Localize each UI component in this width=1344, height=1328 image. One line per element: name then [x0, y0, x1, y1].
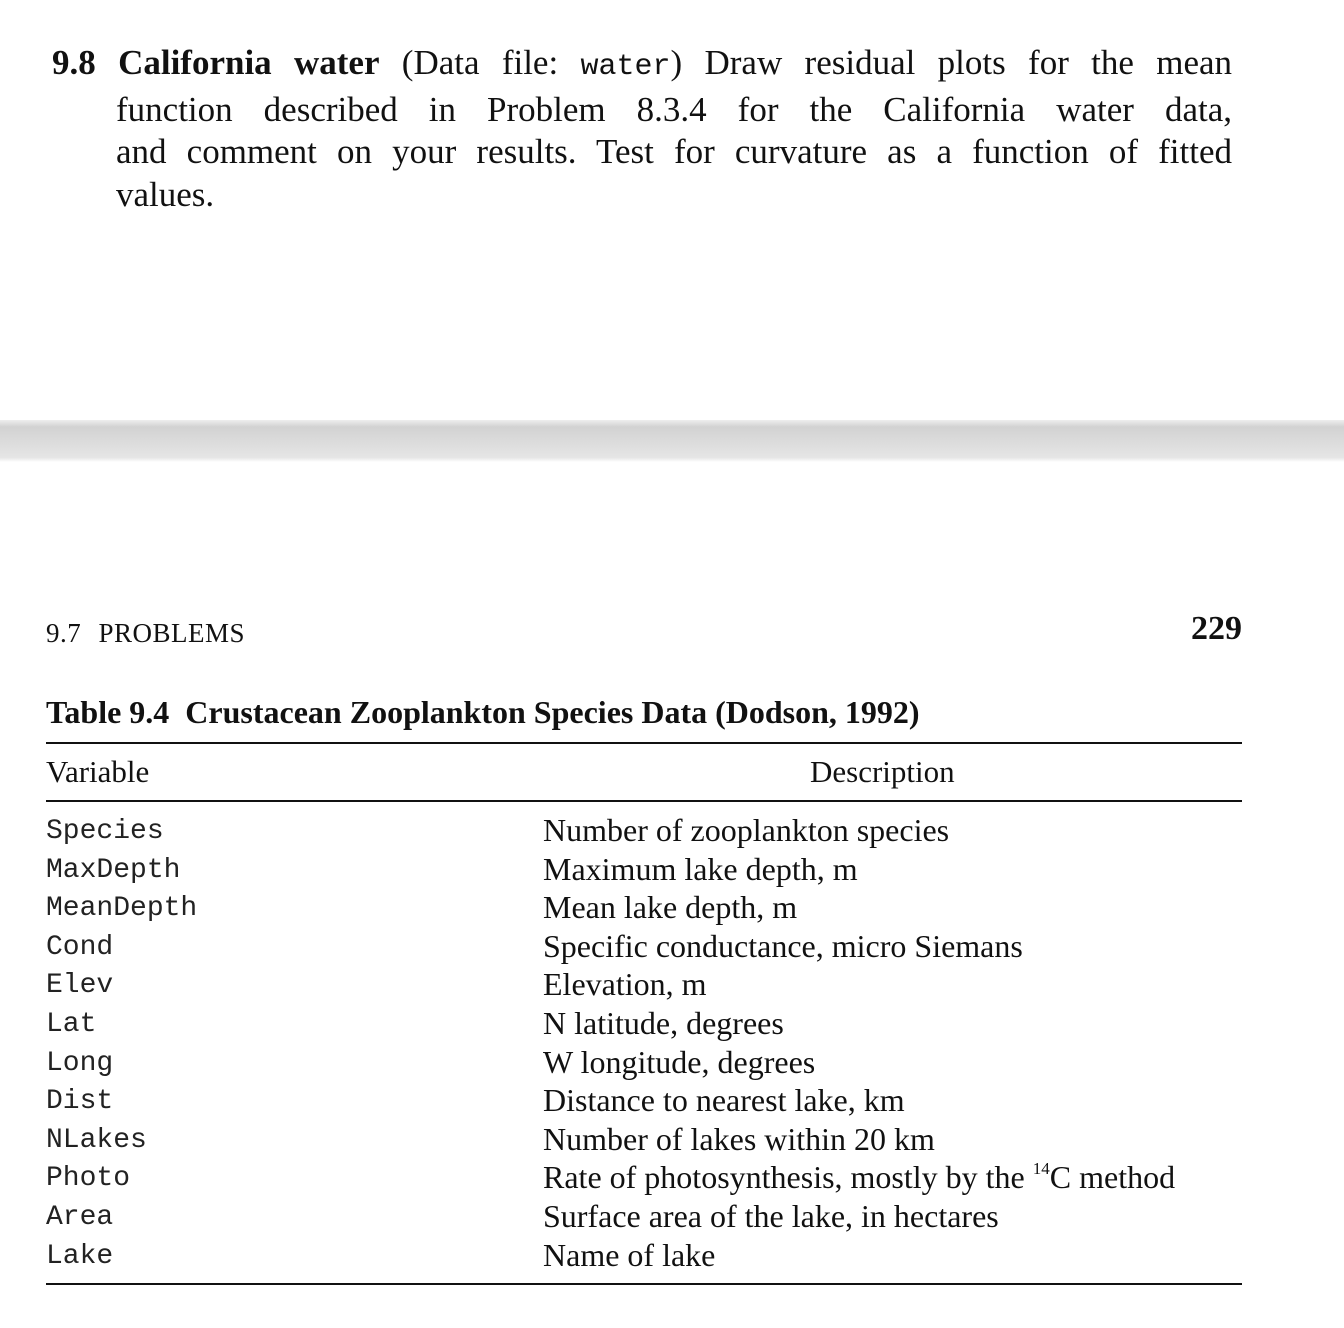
problem-text-line-2: function described in Problem 8.3.4 for the California water data, [116, 89, 1232, 129]
problem-text-line-3: and comment on your results. Test for curvature as a function of fitted [116, 132, 1232, 171]
table-row [46, 812, 1242, 851]
variable-cell: MeanDepth [46, 893, 198, 925]
page-separator-shadow [0, 458, 1344, 462]
problem-line-2 [52, 89, 1232, 132]
table-row [46, 1237, 1242, 1276]
problem-number: 9.8 [52, 43, 96, 82]
data-file-suffix: ) [670, 43, 683, 82]
variable-cell: Area [46, 1201, 114, 1233]
description-cell: Elevation, m [543, 966, 707, 1003]
description-cell: Name of lake [543, 1236, 716, 1273]
problem-9-8 [52, 42, 1232, 216]
table-row [46, 1198, 1242, 1237]
description-cell: Number of zooplankton species [543, 812, 950, 848]
table-bottom-rule [46, 1283, 1242, 1285]
variable-cell: Long [46, 1047, 114, 1079]
problem-text-line-1: Draw residual plots for the mean [704, 43, 1233, 82]
table-top-rule [46, 742, 1242, 744]
table-row [46, 928, 1242, 967]
table-row [46, 1159, 1242, 1198]
table-caption [46, 694, 920, 731]
data-file-name: water [580, 50, 671, 84]
table-caption-title: Crustacean Zooplankton Species Data (Dodson, 1992) [185, 694, 920, 730]
table-row [46, 851, 1242, 890]
problem-title: California water [118, 43, 380, 82]
table-row [46, 1082, 1242, 1121]
description-cell: Specific conductance, micro Siemans [543, 927, 1023, 964]
table-row [46, 1005, 1242, 1044]
table-row [46, 1044, 1242, 1083]
description-cell [543, 1159, 1175, 1196]
column-header-description: Description [810, 754, 955, 789]
description-cell: Number of lakes within 20 km [543, 1120, 935, 1157]
data-file-prefix: (Data file: [401, 43, 559, 82]
section-number: 9.7 [46, 618, 82, 648]
running-head [46, 618, 245, 649]
variable-cell: Lake [46, 1240, 114, 1272]
variable-cell: MaxDepth [46, 854, 181, 886]
description-cell: Surface area of the lake, in hectares [543, 1197, 999, 1234]
page-number: 229 [1191, 610, 1242, 647]
problem-line-4 [52, 174, 1232, 217]
description-text-before: Rate of photosynthesis, mostly by the [543, 1159, 1033, 1196]
variable-cell: Species [46, 816, 164, 847]
table-row [46, 889, 1242, 928]
table-body [46, 812, 1242, 1275]
description-cell: Mean lake depth, m [543, 889, 798, 926]
table-header-rule [46, 800, 1242, 802]
description-cell: N latitude, degrees [543, 1004, 784, 1041]
description-cell: Distance to nearest lake, km [543, 1082, 905, 1119]
table-row [46, 1121, 1242, 1160]
description-cell: W longitude, degrees [543, 1043, 816, 1080]
variable-cell: Lat [46, 1008, 97, 1040]
description-cell: Maximum lake depth, m [543, 850, 858, 887]
table-row [46, 966, 1242, 1005]
problem-line-3 [52, 131, 1232, 174]
problem-text-line-4: values. [116, 174, 215, 214]
column-header-variable: Variable [46, 754, 150, 789]
section-title: PROBLEMS [98, 618, 246, 648]
page-separator [0, 420, 1344, 458]
isotope-superscript: 14 [1032, 1159, 1050, 1179]
variable-cell: NLakes [46, 1124, 147, 1156]
table-caption-number: Table 9.4 [46, 694, 170, 730]
variable-cell: Elev [46, 970, 114, 1002]
variable-cell: Cond [46, 931, 114, 963]
variable-cell: Photo [46, 1163, 131, 1195]
problem-line-1 [52, 42, 1232, 89]
description-text-after: C method [1049, 1159, 1176, 1196]
variable-cell: Dist [46, 1086, 114, 1118]
